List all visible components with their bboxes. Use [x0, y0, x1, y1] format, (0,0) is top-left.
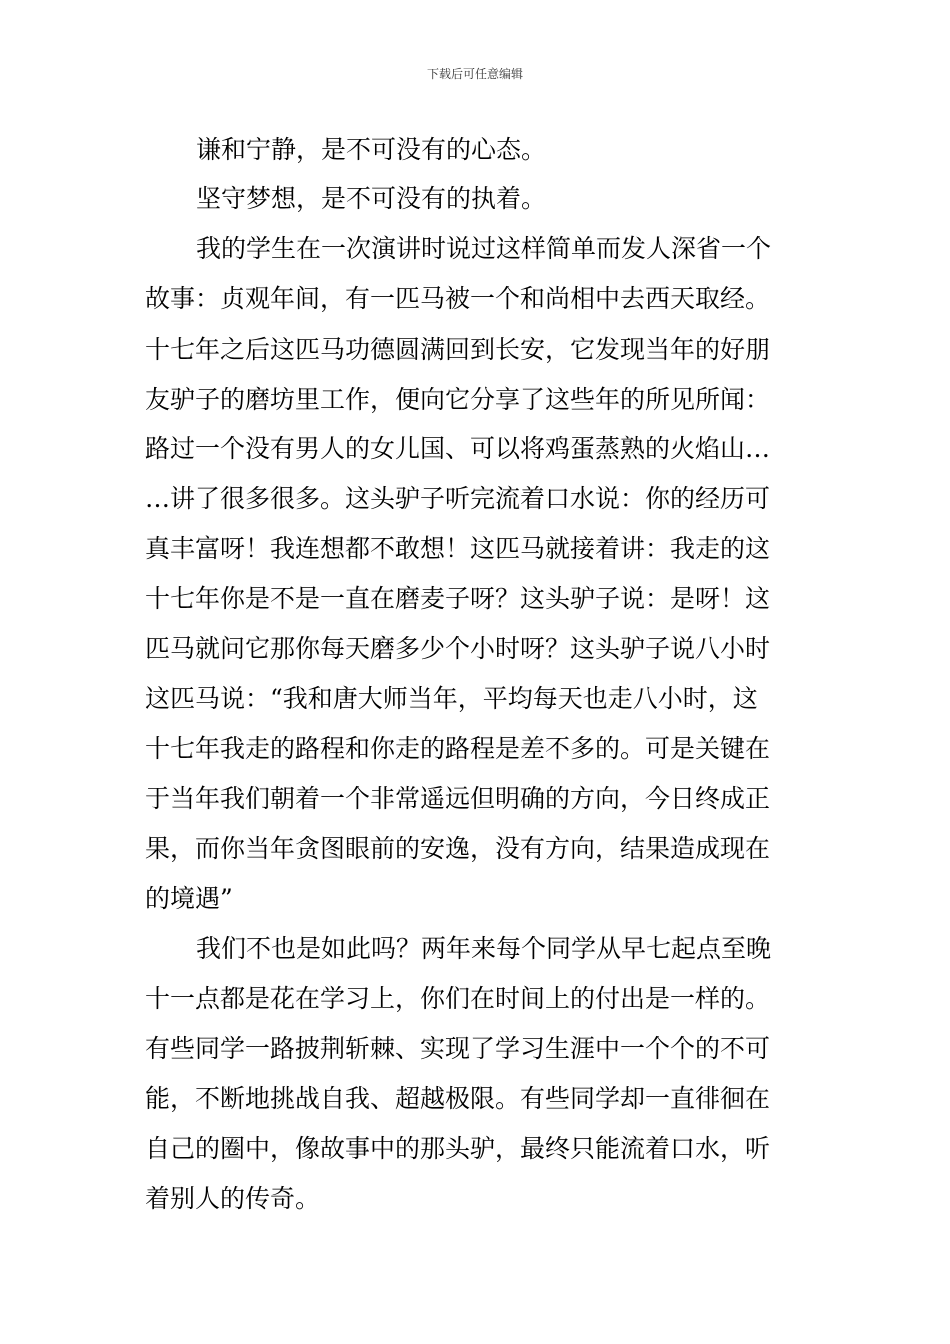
text-line: 果，而你当年贪图眼前的安逸，没有方向，结果造成现在 — [145, 834, 771, 863]
text-line: 友驴子的磨坊里工作，便向它分享了这些年的所见所闻： — [145, 385, 771, 414]
text-line: 故事：贞观年间，有一匹马被一个和尚相中去西天取经。 — [145, 284, 771, 313]
text-line: 能，不断地挑战自我、超越极限。有些同学却一直徘徊在 — [145, 1084, 771, 1113]
text-line: 坚守梦想，是不可没有的执着。 — [196, 184, 547, 213]
text-line: 于当年我们朝着一个非常遥远但明确的方向，今日终成正 — [145, 784, 771, 813]
text-line: 自己的圈中，像故事中的那头驴，最终只能流着口水，听 — [145, 1134, 771, 1163]
text-line: 十一点都是花在学习上，你们在时间上的付出是一样的。 — [145, 984, 771, 1013]
text-line: …讲了很多很多。这头驴子听完流着口水说：你的经历可 — [145, 484, 771, 513]
text-line: 路过一个没有男人的女儿国、可以将鸡蛋蒸熟的火焰山… — [145, 434, 771, 463]
text-line: 我们不也是如此吗？两年来每个同学从早七起点至晚 — [196, 934, 772, 963]
text-line: 有些同学一路披荆斩棘、实现了学习生涯中一个个的不可 — [145, 1034, 771, 1063]
text-line: 的境遇” — [145, 884, 233, 913]
text-line: 十七年你是不是一直在磨麦子呀？这头驴子说：是呀！这 — [145, 584, 771, 613]
text-line: 谦和宁静，是不可没有的心态。 — [196, 135, 547, 164]
text-line: 我的学生在一次演讲时说过这样简单而发人深省一个 — [196, 234, 772, 263]
text-line: 十七年我走的路程和你走的路程是差不多的。可是关键在 — [145, 734, 771, 763]
text-line: 真丰富呀！我连想都不敢想！这匹马就接着讲：我走的这 — [145, 534, 771, 563]
text-line: 十七年之后这匹马功德圆满回到长安，它发现当年的好朋 — [145, 335, 771, 364]
text-line: 着别人的传奇。 — [145, 1184, 321, 1213]
text-line: 匹马就问它那你每天磨多少个小时呀？这头驴子说八小时 — [145, 634, 771, 663]
page-header: 下载后可任意编辑 — [426, 67, 523, 81]
text-line: 这匹马说：“我和唐大师当年，平均每天也走八小时，这 — [145, 684, 758, 713]
